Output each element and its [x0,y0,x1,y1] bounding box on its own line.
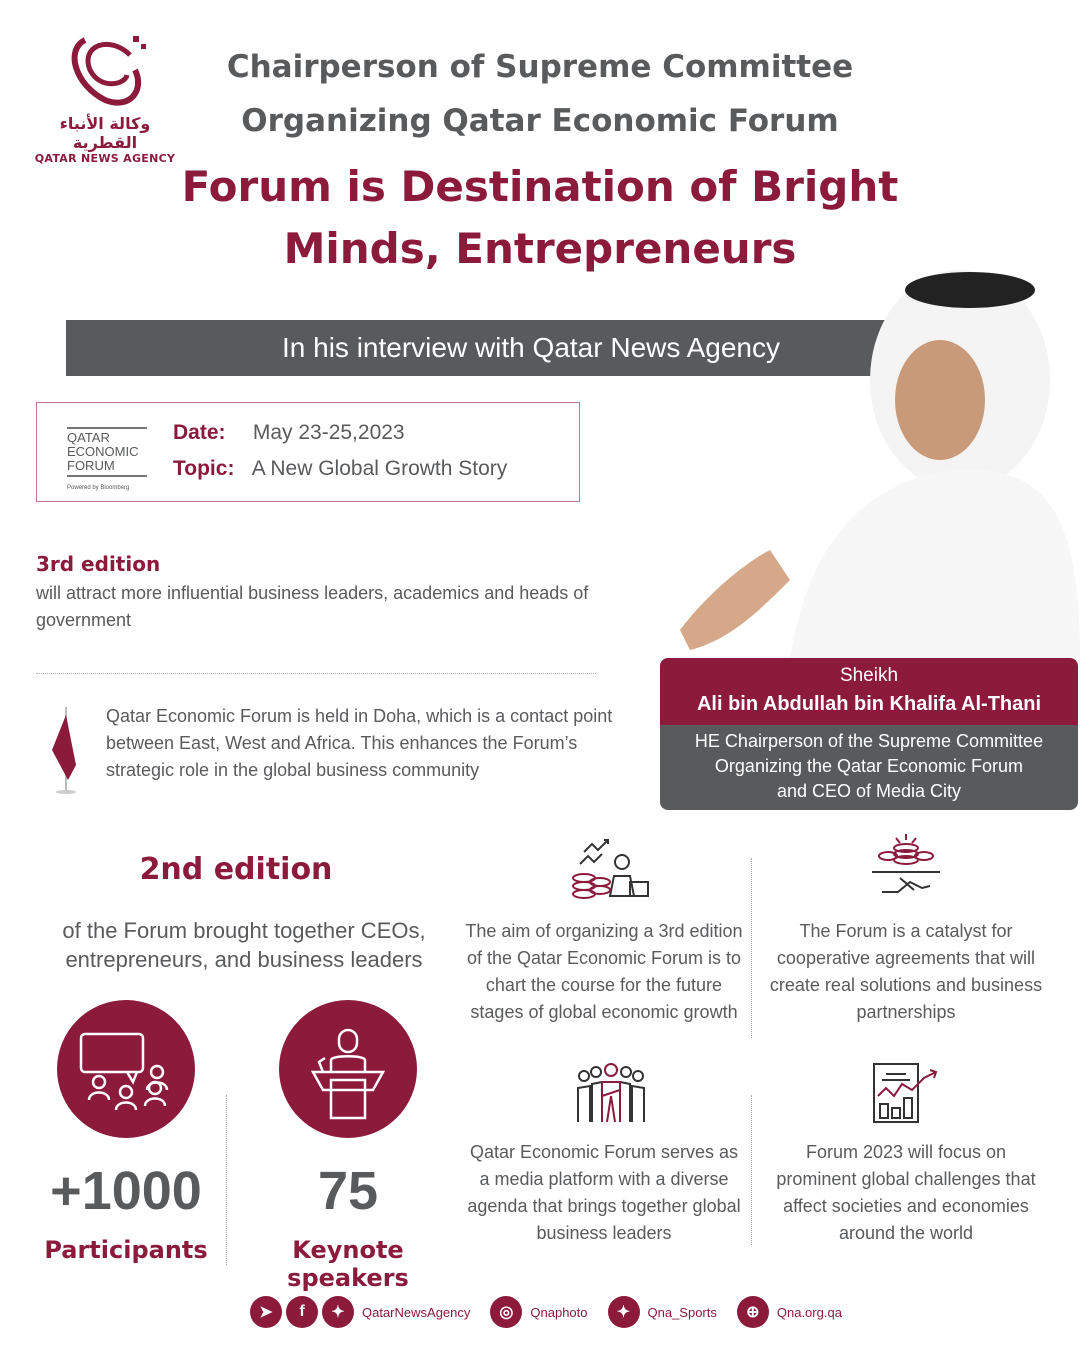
instagram-icon[interactable]: ◎ [490,1296,522,1328]
qef-powered-by: Powered by Bloomberg [67,485,130,491]
speaker-podium-icon [279,1000,417,1138]
qef-logo [67,425,147,495]
logo-arabic-text: وكالة الأنباء القطرية [59,114,151,152]
facebook-icon[interactable]: f [286,1296,318,1328]
growth-businessman-icon [570,838,652,908]
topic-value: A New Global Growth Story [251,457,508,480]
speakers-label: Keynote speakers [287,1236,409,1292]
person-title: Sheikh [839,665,899,686]
second-edition-desc: of the Forum brought together CEOs, entrepreneurs, and business leaders [62,918,426,972]
feature-text-3: Qatar Economic Forum serves as a media platform with a diverse agenda that brings together global business leaders [467,1142,741,1243]
divider [751,1095,752,1245]
logo-english-text: QATAR NEWS AGENCY [34,152,176,165]
report-chart-icon [872,1062,942,1130]
feature-text-1: The aim of organizing a 3rd edition of the Qatar Economic Forum is to chart the course for the future stages of global economic growth [465,921,743,1022]
topic-label: Topic: [173,457,235,480]
third-edition-title: 3rd edition [36,552,161,576]
divider [751,858,752,1038]
doha-note: Qatar Economic Forum is held in Doha, which is a contact point between East, West and Africa. This enhances the Forum’s strategic role in the global business community [106,706,613,780]
headline-line1: Forum is Destination of Bright [181,162,899,211]
qef-logo-line3: FORUM [67,458,115,473]
handle-qatarnewsagency[interactable]: QatarNewsAgency [362,1304,471,1320]
participants-count: +1000 [50,1161,202,1221]
twitter-icon[interactable]: ✦ [608,1296,640,1328]
speakers-count: 75 [317,1161,379,1221]
interview-banner: In his interview with Qatar News Agency [66,320,896,376]
person-photo [670,260,1080,660]
qna-logo [30,30,180,165]
person-role-line1: HE Chairperson of the Supreme Committee [694,731,1044,751]
business-leaders-icon [574,1062,648,1130]
coins-handshake-icon [870,832,942,908]
qatar-flag-icon [44,705,84,795]
person-name-card [660,658,1078,810]
event-info-box [36,402,580,502]
date-value: May 23-25,2023 [252,421,405,444]
feature-text-4: Forum 2023 will focus on prominent global challenges that affect societies and economies around the world [776,1142,1036,1243]
qef-logo-line2: ECONOMIC [67,444,139,459]
telegram-icon[interactable]: ➤ [250,1296,282,1328]
social-footer [250,1294,842,1330]
subheadline-line2: Organizing Qatar Economic Forum [241,103,839,139]
twitter-icon[interactable]: ✦ [322,1296,354,1328]
headline-line2: Minds, Entrepreneurs [283,224,797,273]
website-link[interactable]: Qna.org.qa [776,1304,842,1320]
feature-text-2: The Forum is a catalyst for cooperative agreements that will create real solutions and business partnerships [769,921,1043,1022]
globe-icon[interactable]: ⊕ [737,1296,769,1328]
person-role-line2: Organizing the Qatar Economic Forum [714,756,1024,776]
date-row [173,421,405,445]
subheadline [180,40,900,148]
qef-logo-line1: QATAR [67,430,110,445]
qna-emblem-icon [55,30,155,110]
person-name: Ali bin Abdullah bin Khalifa Al-Thani [696,693,1042,715]
subheadline-line1: Chairperson of Supreme Committee [226,49,854,85]
handle-qnaphoto[interactable]: Qnaphoto [530,1304,588,1320]
third-edition-desc: will attract more influential business leaders, academics and heads of government [36,583,589,630]
participants-label: Participants [44,1236,208,1264]
handle-qna-sports[interactable]: Qna_Sports [647,1304,717,1320]
topic-row [173,457,507,481]
audience-icon [57,1000,195,1138]
third-edition-block [36,552,636,634]
divider [36,673,596,674]
second-edition-title: 2nd edition [139,852,333,887]
person-role-line3: and CEO of Media City [776,781,962,801]
date-label: Date: [173,421,226,444]
